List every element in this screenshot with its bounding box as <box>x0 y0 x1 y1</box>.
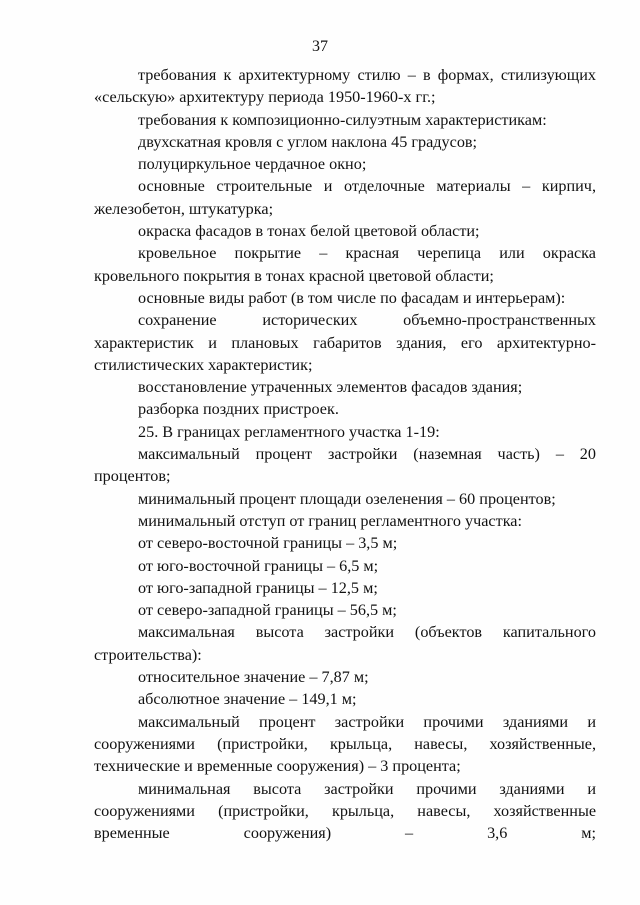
paragraph-other-buildings-height: минимальная высота застройки прочими зданиями и сооружениями (пристройки, крыльца, навесы, хозяйственные временные сооружения) – 3,6 м; <box>94 779 596 843</box>
paragraph-work-types: основные виды работ (в том числе по фасадам и интерьерам): <box>138 288 566 307</box>
paragraph-min-greenery: минимальный процент площади озеленения – 60 процентов; <box>138 489 556 508</box>
paragraph-max-height: максимальная высота застройки (объектов капитального строительства): <box>94 623 596 664</box>
paragraph-absolute-height: абсолютное значение – 149,1 м; <box>138 690 357 709</box>
paragraph-setback-northwest: от северо-западной границы – 56,5 м; <box>138 601 397 620</box>
document-body <box>94 64 596 844</box>
paragraph-roof-slope: двухскатная кровля с углом наклона 45 градусов; <box>138 132 478 151</box>
paragraph-setback-northeast: от северо-восточной границы – 3,5 м; <box>138 534 398 553</box>
paragraph-silhouette-requirements: требования к композиционно-силуэтным характеристикам: <box>138 110 547 129</box>
paragraph-attic-window: полуциркульное чердачное окно; <box>138 155 367 174</box>
paragraph-architectural-style: требования к архитектурному стилю – в формах, стилизующих «сельскую» архитектуру периода 1950-1960-х гг.; <box>94 66 596 107</box>
paragraph-facade-color: окраска фасадов в тонах белой цветовой области; <box>138 222 480 241</box>
paragraph-section-25: 25. В границах регламентного участка 1-19: <box>138 422 440 441</box>
paragraph-roof-covering: кровельное покрытие – красная черепица или окраска кровельного покрытия в тонах красной цветовой области; <box>94 244 596 285</box>
paragraph-materials: основные строительные и отделочные материалы – кирпич, железобетон, штукатурка; <box>94 177 596 218</box>
paragraph-demolition: разборка поздних пристроек. <box>138 400 339 419</box>
page-number: 37 <box>312 38 328 55</box>
paragraph-min-setback: минимальный отступ от границ регламентного участка: <box>138 511 522 530</box>
paragraph-max-building-percent: максимальный процент застройки (наземная часть) – 20 процентов; <box>94 445 596 486</box>
paragraph-restoration: восстановление утраченных элементов фасадов здания; <box>138 378 523 397</box>
paragraph-preservation: сохранение исторических объемно-пространственных характеристик и плановых габаритов здания, его архитектурно-стилистических характеристик; <box>94 311 596 374</box>
paragraph-other-buildings-percent: максимальный процент застройки прочими зданиями и сооружениями (пристройки, крыльца, навесы, хозяйственные, технические и временные сооружения) – 3 процента; <box>94 712 596 776</box>
paragraph-setback-southwest: от юго-западной границы – 12,5 м; <box>138 578 378 597</box>
paragraph-relative-height: относительное значение – 7,87 м; <box>138 668 369 687</box>
paragraph-setback-southeast: от юго-восточной границы – 6,5 м; <box>138 556 379 575</box>
